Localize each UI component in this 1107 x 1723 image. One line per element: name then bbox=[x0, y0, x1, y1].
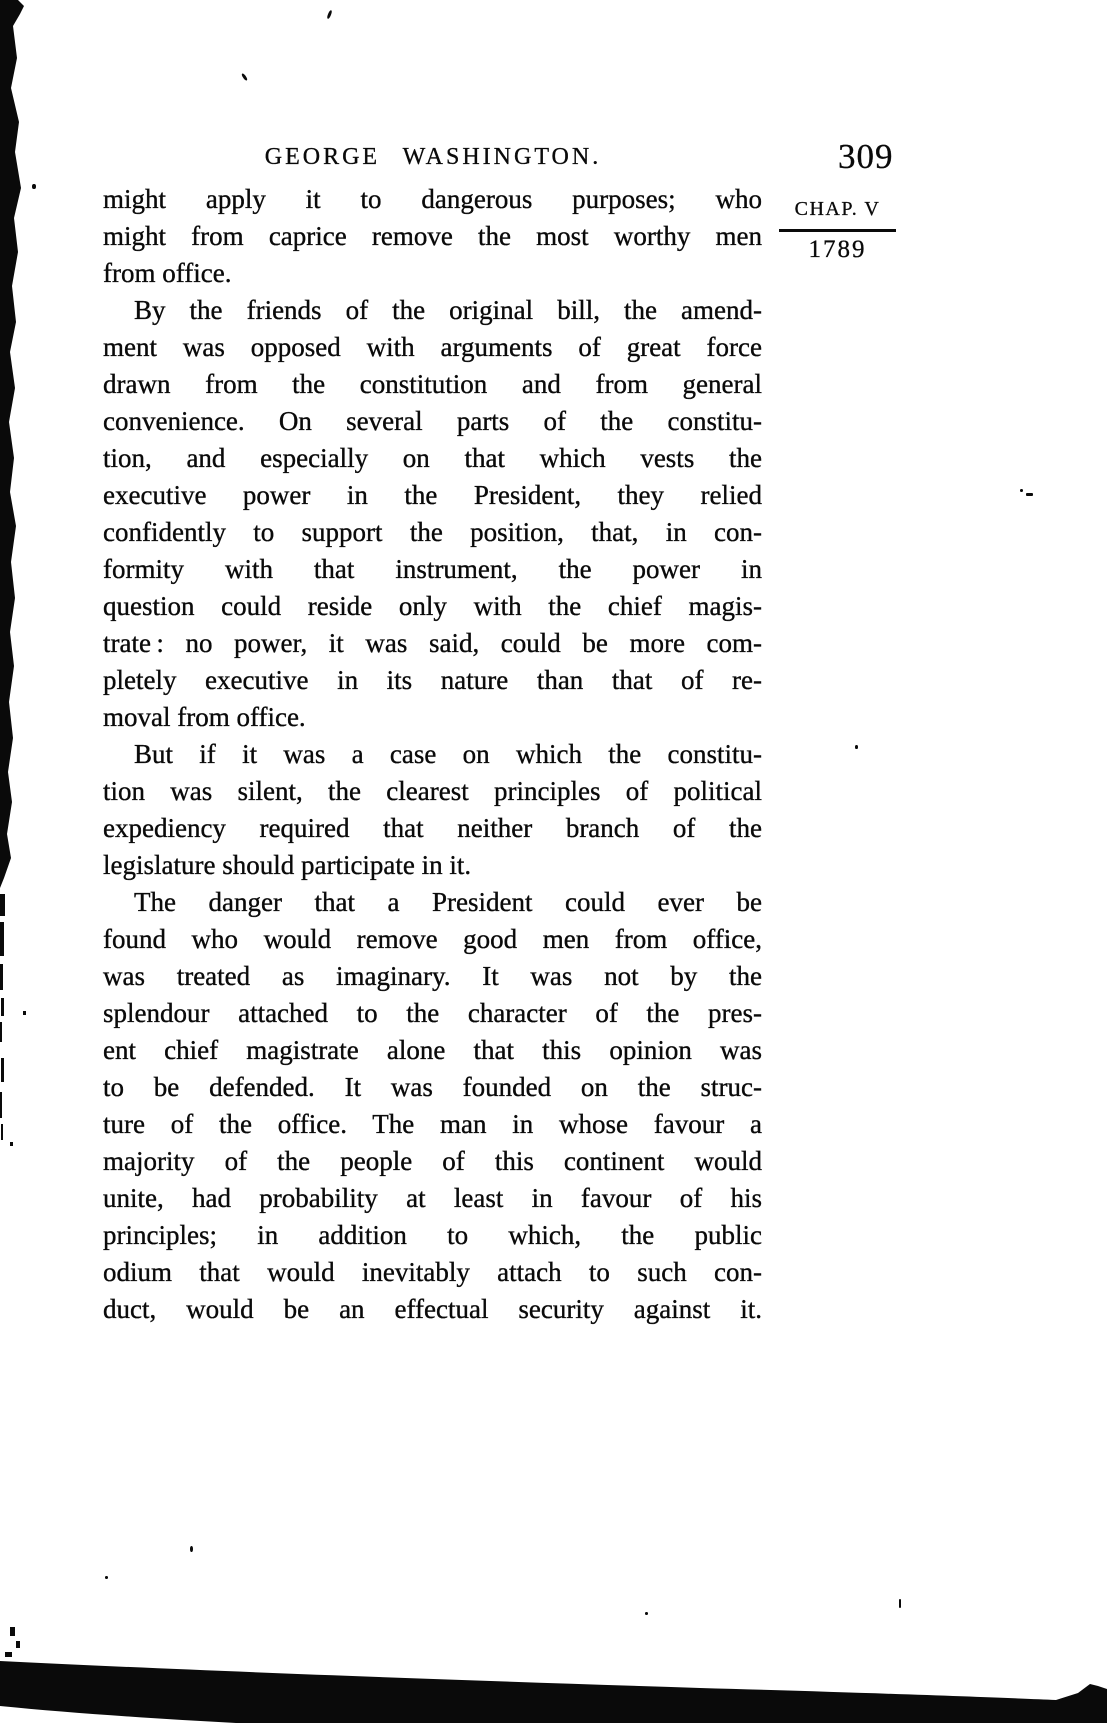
text-line: from office. bbox=[103, 258, 232, 288]
text-line: was treated as imaginary. It was not by the bbox=[103, 961, 762, 991]
text-line: question could reside only with the chief magis- bbox=[103, 591, 762, 621]
text-line: moval from office. bbox=[103, 702, 306, 732]
text-line: ture of the office. The man in whose favour a bbox=[103, 1109, 762, 1139]
text-line: tion, and especially on that which vests the bbox=[103, 443, 762, 473]
text-line: pletely executive in its nature than that of re- bbox=[103, 665, 762, 695]
scan-speck bbox=[105, 1576, 108, 1579]
text-line: odium that would inevitably attach to such con- bbox=[103, 1257, 762, 1287]
sidenote-rule bbox=[779, 229, 896, 232]
scan-speck bbox=[645, 1612, 648, 1615]
scan-speck bbox=[1026, 493, 1033, 496]
text-line: duct, would be an effectual security against it. bbox=[103, 1294, 762, 1324]
text-line: legislature should participate in it. bbox=[103, 850, 472, 880]
text-line: expediency required that neither branch of the bbox=[103, 813, 762, 843]
sidenote bbox=[779, 199, 896, 263]
scan-speck bbox=[32, 184, 36, 189]
text-line: But if it was a case on which the constitu- bbox=[134, 739, 762, 769]
text-line: executive power in the President, they relied bbox=[103, 480, 762, 510]
page-number: 309 bbox=[838, 137, 894, 176]
scan-speck bbox=[241, 73, 248, 81]
text-line: tion was silent, the clearest principles of political bbox=[103, 776, 762, 806]
text-line: ment was opposed with arguments of great force bbox=[103, 332, 762, 362]
text-line: convenience. On several parts of the constitu- bbox=[103, 406, 762, 436]
text-line: confidently to support the position, that, in con- bbox=[103, 517, 762, 547]
body-text bbox=[103, 181, 762, 1328]
text-line: might from caprice remove the most worthy men bbox=[103, 221, 762, 251]
scan-speck bbox=[326, 10, 332, 19]
text-line: to be defended. It was founded on the struc- bbox=[103, 1072, 762, 1102]
text-line: principles; in addition to which, the public bbox=[103, 1220, 762, 1250]
scan-edge-left bbox=[0, 0, 24, 888]
sidenote-chapter: CHAP. V bbox=[794, 198, 881, 220]
text-line: majority of the people of this continent would bbox=[103, 1146, 762, 1176]
scan-edge-bottom bbox=[0, 1661, 1107, 1723]
text-line: unite, had probability at least in favour of his bbox=[103, 1183, 762, 1213]
scan-speck bbox=[190, 1546, 193, 1552]
text-line: splendour attached to the character of the pres- bbox=[103, 998, 762, 1028]
running-title: GEORGE WASHINGTON. bbox=[264, 144, 602, 170]
text-line: found who would remove good men from office, bbox=[103, 924, 762, 954]
scan-speck bbox=[899, 1599, 901, 1608]
text-line: drawn from the constitution and from general bbox=[103, 369, 762, 399]
text-line: trate : no power, it was said, could be more com- bbox=[103, 628, 762, 658]
text-line: might apply it to dangerous purposes; who bbox=[103, 184, 762, 214]
scan-speck bbox=[1020, 489, 1023, 492]
sidenote-year: 1789 bbox=[808, 236, 867, 263]
text-line: The danger that a President could ever be bbox=[134, 887, 762, 917]
text-line: By the friends of the original bill, the amend- bbox=[134, 295, 762, 325]
scan-speck bbox=[855, 745, 858, 749]
text-line: ent chief magistrate alone that this opinion was bbox=[103, 1035, 762, 1065]
text-line: formity with that instrument, the power in bbox=[103, 554, 762, 584]
